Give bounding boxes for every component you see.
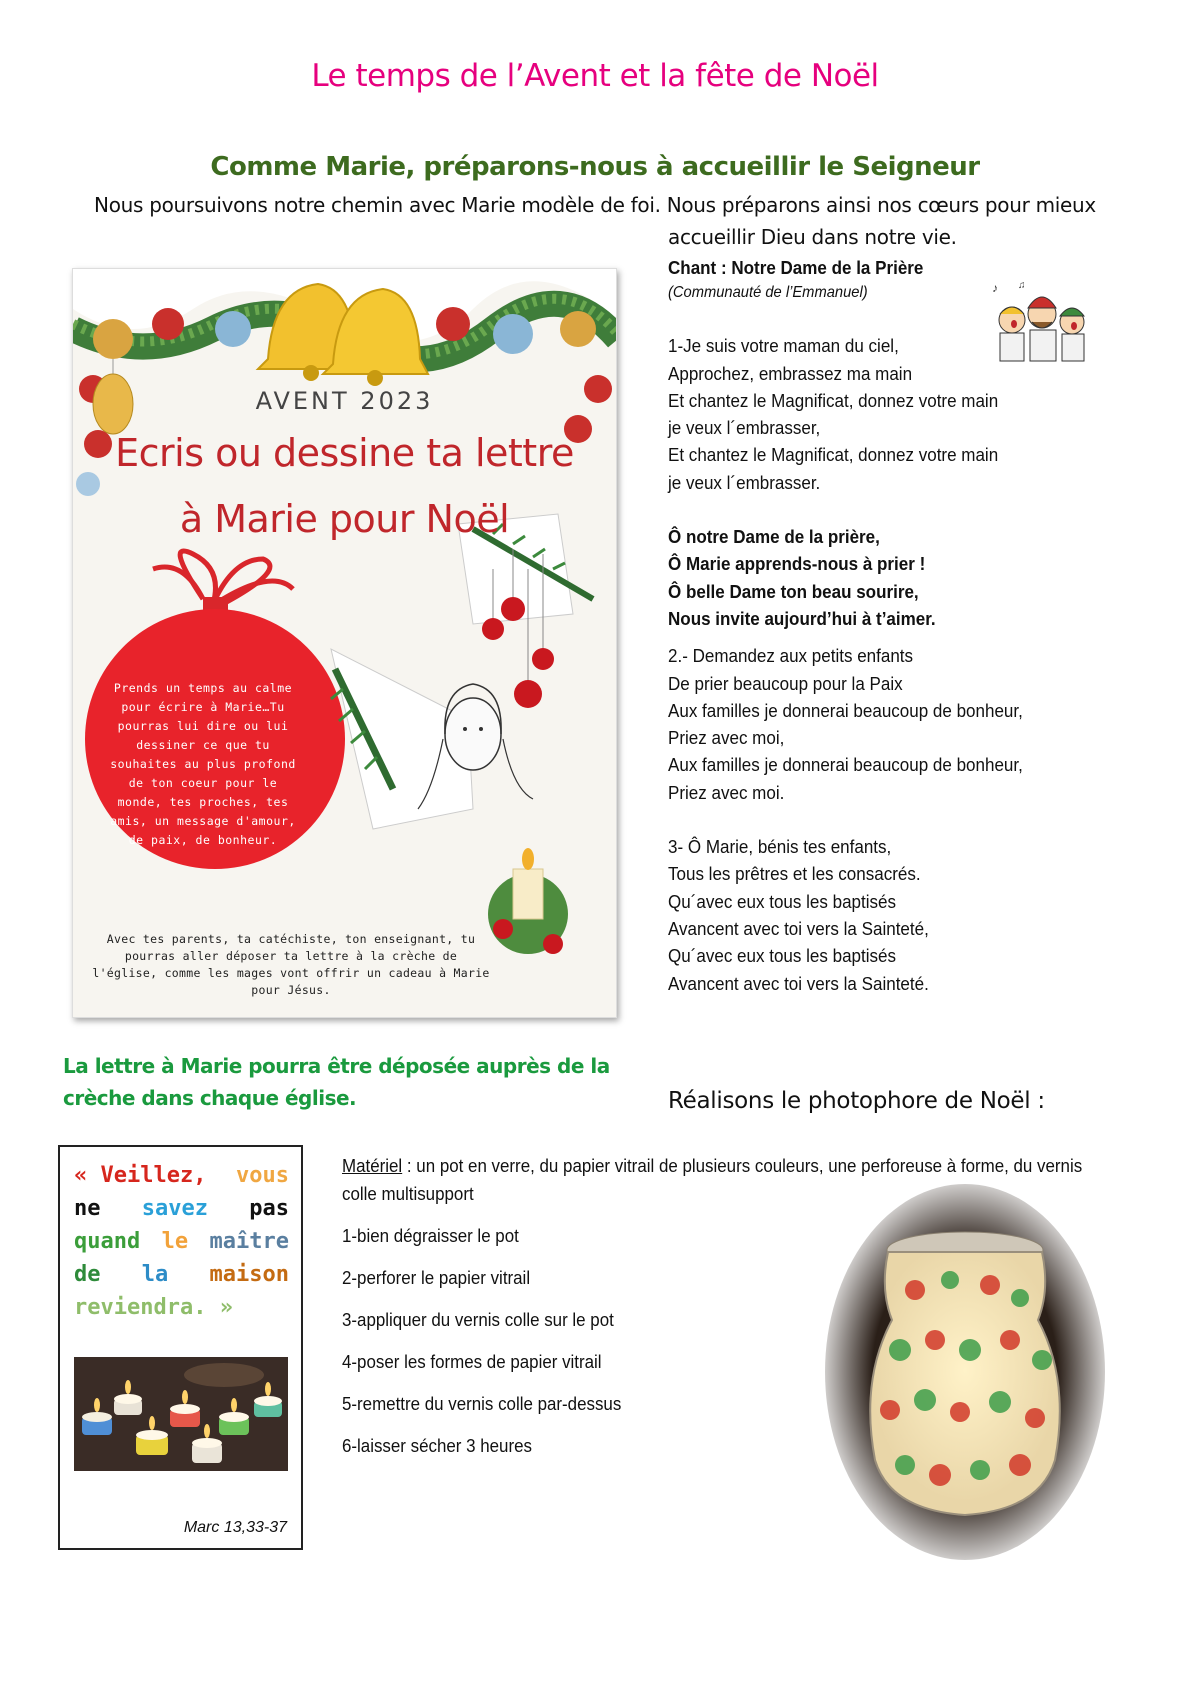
verse-word: le bbox=[161, 1229, 189, 1254]
verse-word: la bbox=[141, 1262, 169, 1287]
verse-line: De prier beaucoup pour la Paix bbox=[668, 672, 903, 694]
step-item: 1-bien dégraisser le pot bbox=[342, 1226, 519, 1246]
verse-word: ne bbox=[74, 1196, 101, 1221]
tealight-candles-photo bbox=[74, 1357, 288, 1471]
gospel-verse bbox=[74, 1159, 289, 1324]
intro-line-2: accueillir Dieu dans notre vie. bbox=[668, 225, 957, 249]
verse-3 bbox=[668, 833, 1073, 997]
poster-ball-text: Prends un temps au calme pour écrire à Marie…Tu pourras lui dire ou lui dessiner ce que tu souhaites au plus profond de ton coeur pour le monde, tes proches, tes amis, un message d'amour, de paix, de bonheur. bbox=[110, 681, 296, 847]
gospel-verse-box bbox=[58, 1145, 303, 1550]
verse-line: 3- Ô Marie, bénis tes enfants, bbox=[668, 836, 892, 858]
verse-line: Priez avec moi. bbox=[668, 781, 785, 803]
step-item: 5-remettre du vernis colle par-dessus bbox=[342, 1394, 622, 1414]
verse-line: je veux l´embrasser, bbox=[668, 417, 821, 439]
materials-text: : un pot en verre, du papier vitrail de plusieurs couleurs, une perforeuse à forme, du vernis colle multisupport bbox=[342, 1156, 1083, 1204]
verse-line: Aux familles je donnerai beaucoup de bonheur, bbox=[668, 754, 1023, 776]
verse-line: Avancent avec toi vers la Sainteté, bbox=[668, 917, 929, 939]
verse-line: Aux familles je donnerai beaucoup de bonheur, bbox=[668, 699, 1023, 721]
song-title: Chant : Notre Dame de la Prière bbox=[668, 257, 924, 278]
verse-word: vous bbox=[236, 1163, 289, 1188]
verse-word: maison bbox=[209, 1262, 289, 1287]
photophore-title: Réalisons le photophore de Noël : bbox=[668, 1088, 1045, 1114]
letter-note bbox=[63, 1050, 623, 1114]
pine-branches bbox=[331, 514, 593, 829]
refrain-line: Nous invite aujourd’hui à t’aimer. bbox=[668, 607, 936, 629]
song-lyrics bbox=[668, 254, 1073, 997]
poster-title-line-1: Ecris ou dessine ta lettre bbox=[115, 431, 574, 475]
verse-line: 1-Je suis votre maman du ciel, bbox=[668, 335, 899, 357]
carolers-clipart bbox=[990, 278, 1090, 363]
letter-note-line-1: La lettre à Marie pourra être déposée auprès de la bbox=[63, 1054, 610, 1078]
page-subtitle: Comme Marie, préparons-nous à accueillir le Seigneur bbox=[210, 152, 980, 182]
verse-line: 2.- Demandez aux petits enfants bbox=[668, 645, 914, 667]
svg-text:♪: ♪ bbox=[992, 281, 998, 295]
verse-word: maître bbox=[209, 1229, 289, 1254]
photophore-jar-photo bbox=[820, 1180, 1110, 1565]
verse-word: reviendra. » bbox=[74, 1295, 233, 1320]
svg-text:♫: ♫ bbox=[1018, 280, 1026, 291]
letter-note-line-2: crèche dans chaque église. bbox=[63, 1086, 357, 1110]
verse-line: Avancent avec toi vers la Sainteté. bbox=[668, 972, 929, 994]
verse-word: savez bbox=[141, 1196, 208, 1221]
verse-word: quand bbox=[74, 1229, 141, 1254]
verse-line: Tous les prêtres et les consacrés. bbox=[668, 863, 921, 885]
verse-line: je veux l´embrasser. bbox=[668, 471, 821, 493]
poster-title-line-2: à Marie pour Noël bbox=[179, 497, 510, 541]
poster-illustration bbox=[73, 269, 617, 1018]
refrain bbox=[668, 523, 1073, 632]
materials-label: Matériel bbox=[342, 1156, 403, 1176]
poster-avent-label: AVENT 2023 bbox=[255, 387, 434, 415]
hanging-ornaments bbox=[76, 359, 592, 496]
verse-line: Et chantez le Magnificat, donnez votre main bbox=[668, 444, 999, 466]
step-item: 2-perforer le papier vitrail bbox=[342, 1268, 531, 1288]
golden-bells bbox=[258, 284, 428, 386]
verse-line: Qu´avec eux tous les baptisés bbox=[668, 890, 897, 912]
verse-word: « Veillez, bbox=[74, 1163, 207, 1188]
intro-line-1: Nous poursuivons notre chemin avec Marie modèle de foi. Nous préparons ainsi nos cœurs pour mieux bbox=[94, 193, 1096, 217]
verse-line: Et chantez le Magnificat, donnez votre main bbox=[668, 389, 999, 411]
poster-bottom-text: Avec tes parents, ta catéchiste, ton enseignant, tu pourras aller déposer ta lettre à la crèche de l'église, comme les mages vont offrir un cadeau à Marie pour Jésus. bbox=[92, 932, 490, 997]
verse-word: de bbox=[74, 1262, 101, 1287]
verse-word: pas bbox=[249, 1196, 289, 1221]
step-item: 4-poser les formes de papier vitrail bbox=[342, 1352, 602, 1372]
page-title: Le temps de l’Avent et la fête de Noël bbox=[311, 58, 879, 94]
step-item: 3-appliquer du vernis colle sur le pot bbox=[342, 1310, 614, 1330]
advent-poster bbox=[72, 268, 617, 1018]
verse-line: Approchez, embrassez ma main bbox=[668, 362, 913, 384]
verse-reference: Marc 13,33-37 bbox=[183, 1519, 287, 1536]
refrain-line: Ô Marie apprends-nous à prier ! bbox=[668, 553, 926, 575]
verse-2 bbox=[668, 642, 1073, 806]
refrain-line: Ô belle Dame ton beau sourire, bbox=[668, 580, 919, 602]
step-item: 6-laisser sécher 3 heures bbox=[342, 1436, 532, 1456]
verse-line: Qu´avec eux tous les baptisés bbox=[668, 945, 897, 967]
candle-decoration bbox=[488, 848, 568, 954]
refrain-line: Ô notre Dame de la prière, bbox=[668, 526, 880, 548]
verse-line: Priez avec moi, bbox=[668, 727, 785, 749]
song-author: (Communauté de l’Emmanuel) bbox=[668, 284, 868, 302]
